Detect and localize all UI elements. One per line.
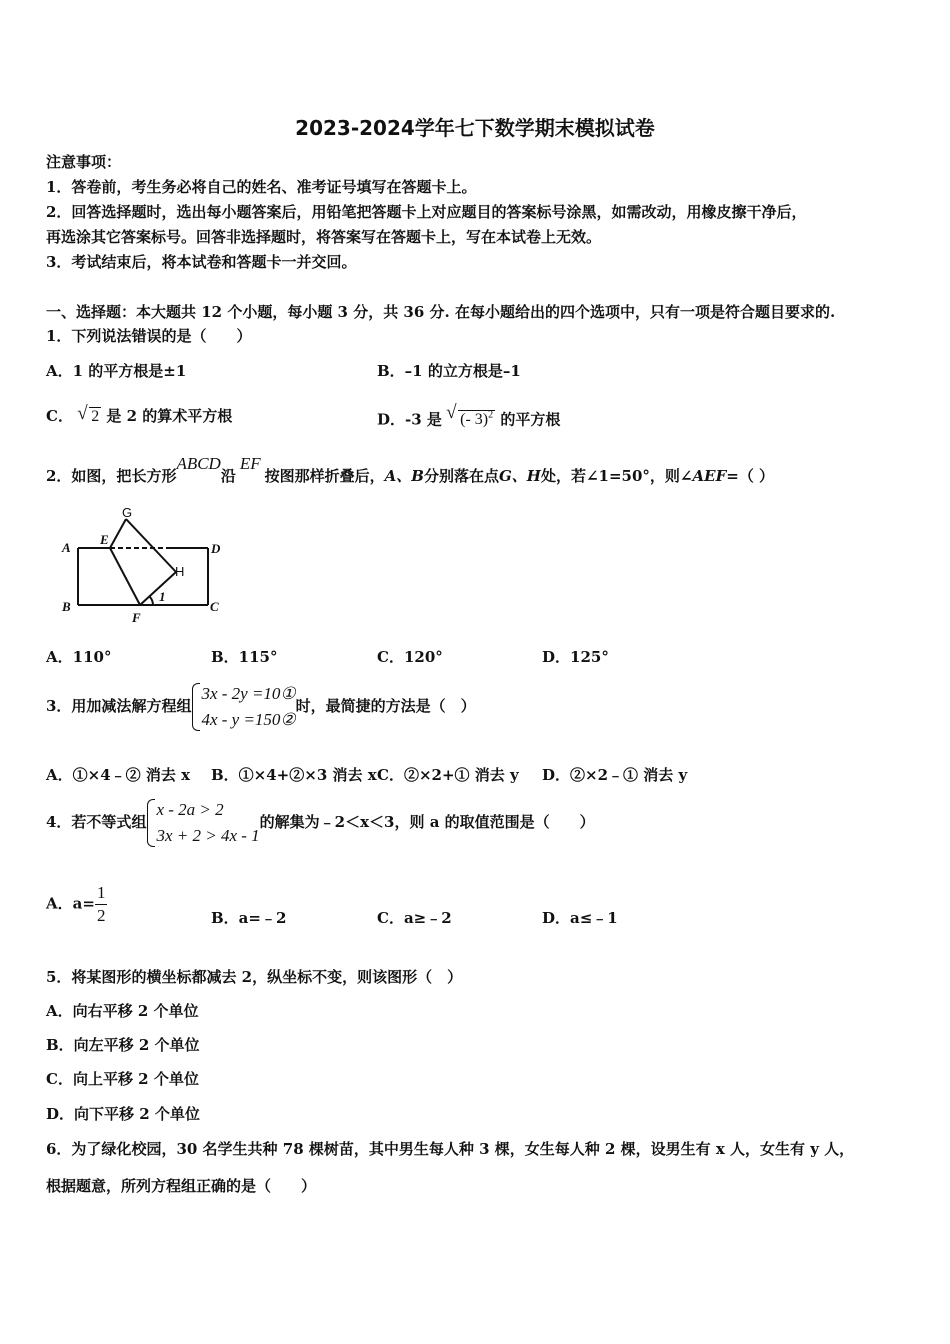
q2-text-4: 分别落在点 [423, 467, 499, 485]
sqrt-symbol [78, 407, 101, 427]
label-h: H [175, 564, 185, 579]
q5-option-a: A．向右平移 2 个单位 [46, 1002, 199, 1020]
q1-option-a: A．1 的平方根是±1 [46, 362, 187, 380]
page-title: 2023-2024学年七下数学期末模拟试卷 [295, 116, 655, 140]
q1-d-radicand: (- 3) [460, 411, 489, 429]
q2-text-3: 按图那样折叠后， [264, 467, 385, 485]
q5-option-c: C．向上平移 2 个单位 [46, 1070, 199, 1088]
q2-text-1: 2．如图，把长方形 [46, 467, 177, 485]
q4-text-2: 的解集为﹣2＜x＜3，则 a 的取值范围是（ ） [259, 813, 595, 831]
q2-stem [46, 454, 775, 486]
section-heading: 一、选择题：本大题共 12 个小题，每小题 3 分，共 36 分. 在每小题给出的四个选项中，只有一项是符合题目要求的. [46, 303, 836, 321]
q4-stem [46, 797, 595, 849]
q2-option-c: C．120° [377, 648, 443, 666]
inequality-system [146, 797, 259, 849]
note-item-2b: 再选涂其它答案标号。回答非选择题时，将答案写在答题卡上，写在本试卷上无效。 [46, 228, 602, 246]
q1-d-prefix: D．-3 是 [377, 410, 442, 429]
q3-stem [46, 681, 476, 733]
q1-option-b: B．–1 的立方根是–1 [377, 362, 521, 380]
label-b: B [62, 599, 71, 614]
q5-option-d: D．向下平移 2 个单位 [46, 1105, 200, 1123]
label-g: G [122, 505, 133, 520]
q5-stem: 5．将某图形的横坐标都减去 2，纵坐标不变，则该图形（ ） [46, 968, 463, 986]
q3-option-b: B．①×4+②×3 消去 x [211, 766, 377, 784]
segment-eg [110, 519, 126, 548]
label-c: C [210, 599, 219, 614]
equation-system [191, 681, 295, 733]
note-item-2a: 2．回答选择题时，选出每小题答案后，用铅笔把答题卡上对应题目的答案标号涂黑，如需改动，用橡皮擦干净后， [46, 203, 807, 221]
q3-option-d: D．②×2﹣① 消去 y [542, 766, 688, 784]
q2-option-d: D．125° [542, 648, 609, 666]
label-e: E [100, 532, 109, 547]
q3-equation-2: 4x - y =150② [201, 710, 296, 729]
q2-text-2: 沿 [220, 467, 236, 485]
q4-inequality-1: x - 2a > 2 [156, 800, 224, 819]
q2-points-gh: G、H [499, 467, 541, 485]
q5-option-b: B．向左平移 2 个单位 [46, 1036, 200, 1054]
q2-option-b: B．115° [211, 648, 278, 666]
q2-text-6: =（ ） [726, 467, 775, 485]
q6-stem-line-2: 根据题意，所列方程组正确的是（ ） [46, 1177, 317, 1195]
q4-text-1: 4．若不等式组 [46, 813, 147, 831]
q1-c-prefix: C． [46, 407, 73, 425]
note-item-1: 1．答卷前，考生务必将自己的姓名、准考证号填写在答题卡上。 [46, 178, 477, 196]
q4-a-denominator: 2 [96, 906, 106, 925]
q2-points-ab: A、B [384, 467, 424, 485]
q3-text-1: 3．用加减法解方程组 [46, 697, 192, 715]
label-f: F [132, 610, 141, 625]
q6-stem-line-1: 6．为了绿化校园，30 名学生共种 78 棵树苗，其中男生每人种 3 棵，女生每人种 2 棵，设男生有 x 人，女生有 y 人， [46, 1140, 855, 1158]
q1-option-c [46, 406, 232, 427]
q3-text-2: 时，最简捷的方法是（ ） [295, 697, 476, 715]
folding-figure [58, 505, 238, 627]
q4-option-d: D．a≤﹣1 [542, 909, 618, 927]
q1-d-exponent: 2 [488, 410, 494, 421]
q2-angle-name: AEF [692, 467, 727, 485]
q1-c-radicand: 2 [91, 408, 100, 425]
notes-heading: 注意事项： [46, 153, 122, 171]
q4-inequality-2: 3x + 2 > 4x - 1 [156, 826, 260, 845]
fraction [95, 882, 108, 927]
q1-c-text: 是 2 的算术平方根 [106, 407, 233, 425]
q4-option-c: C．a≥﹣2 [377, 909, 452, 927]
label-a: A [62, 540, 71, 555]
q2-rect-name: ABCD [176, 454, 221, 473]
sqrt-symbol [447, 406, 495, 430]
label-d: D [211, 541, 221, 556]
fold-line-ef [110, 548, 140, 605]
q4-a-prefix: A．a= [46, 894, 95, 913]
q1-option-d [377, 406, 560, 430]
q1-stem: 1．下列说法错误的是（ ） [46, 327, 252, 345]
q2-text-5: 处，若∠1=50°，则∠ [540, 467, 693, 485]
q4-option-a [46, 882, 107, 927]
note-item-3: 3．考试结束后，将本试卷和答题卡一并交回。 [46, 253, 357, 271]
q2-option-a: A．110° [46, 648, 112, 666]
q3-option-c: C．②×2+① 消去 y [377, 766, 519, 784]
segment-gh [126, 519, 176, 572]
angle-1-arc [150, 597, 153, 605]
label-angle-1: 1 [159, 589, 166, 604]
q3-equation-1: 3x - 2y =10① [201, 684, 296, 703]
q2-edge-name: EF [239, 454, 261, 473]
q4-a-numerator: 1 [95, 882, 108, 905]
q3-option-a: A．①×4﹣② 消去 x [46, 766, 191, 784]
q1-d-text: 的平方根 [500, 410, 561, 429]
segment-hf [140, 572, 176, 605]
q4-option-b: B．a=﹣2 [211, 909, 287, 927]
